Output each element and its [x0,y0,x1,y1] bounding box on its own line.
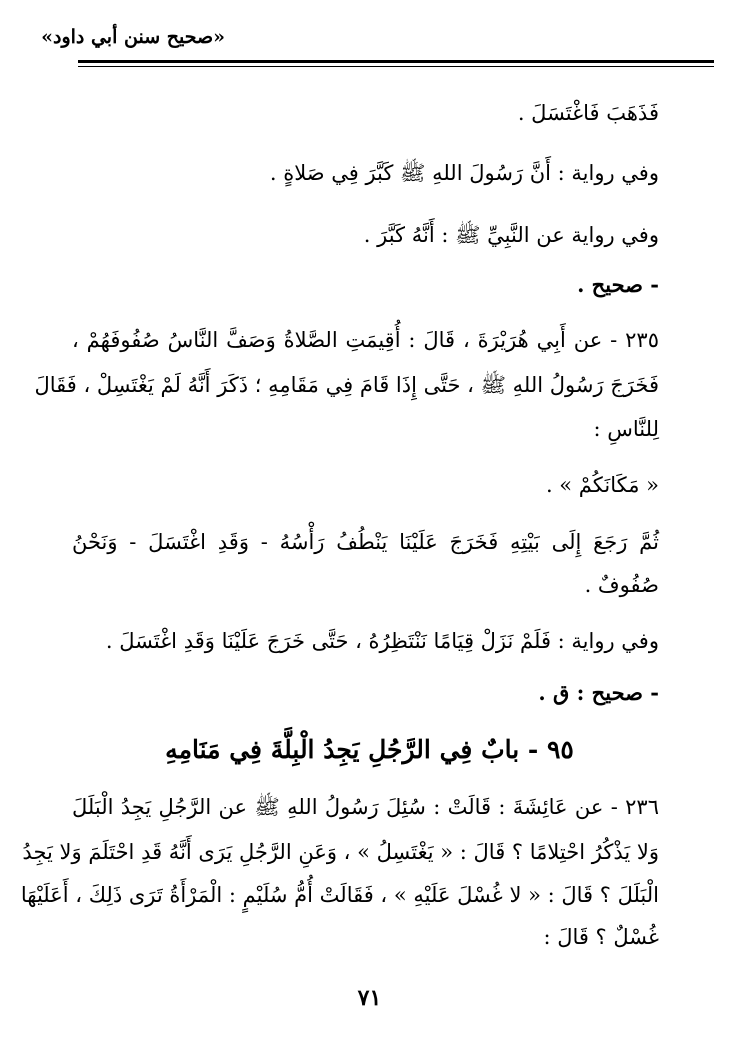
text-line: ٢٣٦ - عن عَائِشَةَ : قَالَتْ : سُئِلَ رَسُولُ اللهِ ﷺ عن الرَّجُلِ يَجِدُ الْبَلَلَ [72,795,659,819]
header-rule-thick [78,60,714,63]
header-rule-thin [78,66,714,67]
book-title: «صحيح سنن أبي داود» [41,26,225,48]
text-line: ٢٣٥ - عن أَبِي هُرَيْرَةَ ، قَالَ : أُقِيمَتِ الصَّلاةُ وَصَفَّ النَّاسُ صُفُوفَهُمْ ، [72,328,659,352]
text-line: الْبَلَلَ ؟ قَالَ : « لا غُسْلَ عَلَيْهِ » ، فَقَالَتْ أُمُّ سُلَيْمٍ : الْمَرْأَةُ تَرَى ذَلِكَ ، أَعَلَيْهَا [20,883,659,907]
text-line: صُفُوفٌ . [584,573,659,597]
text-line: فَذَهَبَ فَاغْتَسَلَ . [517,101,659,125]
text-line: فَخَرَجَ رَسُولُ اللهِ ﷺ ، حَتَّى إِذَا قَامَ فِي مَقَامِهِ ؛ ذَكَرَ أَنَّهُ لَمْ يَغْتَسِلْ ، فَقَالَ [34,373,659,397]
text-line: ثُمَّ رَجَعَ إِلَى بَيْتِهِ فَخَرَجَ عَلَيْنَا يَنْطُفُ رَأْسُهُ - وَقَدِ اغْتَسَلَ - وَنَحْنُ [72,530,659,554]
text-line: لِلنَّاسِ : [593,417,659,441]
text-line: وفي رواية عن النَّبِيِّ ﷺ : أَنَّهُ كَبَّرَ . [363,223,659,247]
chapter-heading: ٩٥ - بابٌ فِي الرَّجُلِ يَجِدُ الْبِلَّةَ فِي مَنَامِهِ [165,735,574,764]
running-header [41,26,225,48]
text-line: وفي رواية : فَلَمْ نَزَلْ قِيَامًا نَنْتَظِرُهُ ، حَتَّى خَرَجَ عَلَيْنَا وَقَدِ اغْتَسَلَ . [105,629,659,653]
grading-line: - صحيح : ق . [538,680,659,705]
page-number: ٧١ [357,985,382,1011]
text-line: وفي رواية : أَنَّ رَسُولَ اللهِ ﷺ كَبَّرَ فِي صَلاةٍ . [269,161,659,185]
text-line: غُسْلٌ ؟ قَالَ : [543,925,659,949]
grading-line: - صحيح . [577,272,659,297]
text-line: وَلا يَذْكُرُ احْتِلامًا ؟ قَالَ : « يَغْتَسِلُ » ، وَعَنِ الرَّجُلِ يَرَى أَنَّهُ قَدِ احْتَلَمَ وَلا يَجِدُ [22,840,659,864]
text-line: « مَكَانَكُمْ » . [545,473,659,497]
